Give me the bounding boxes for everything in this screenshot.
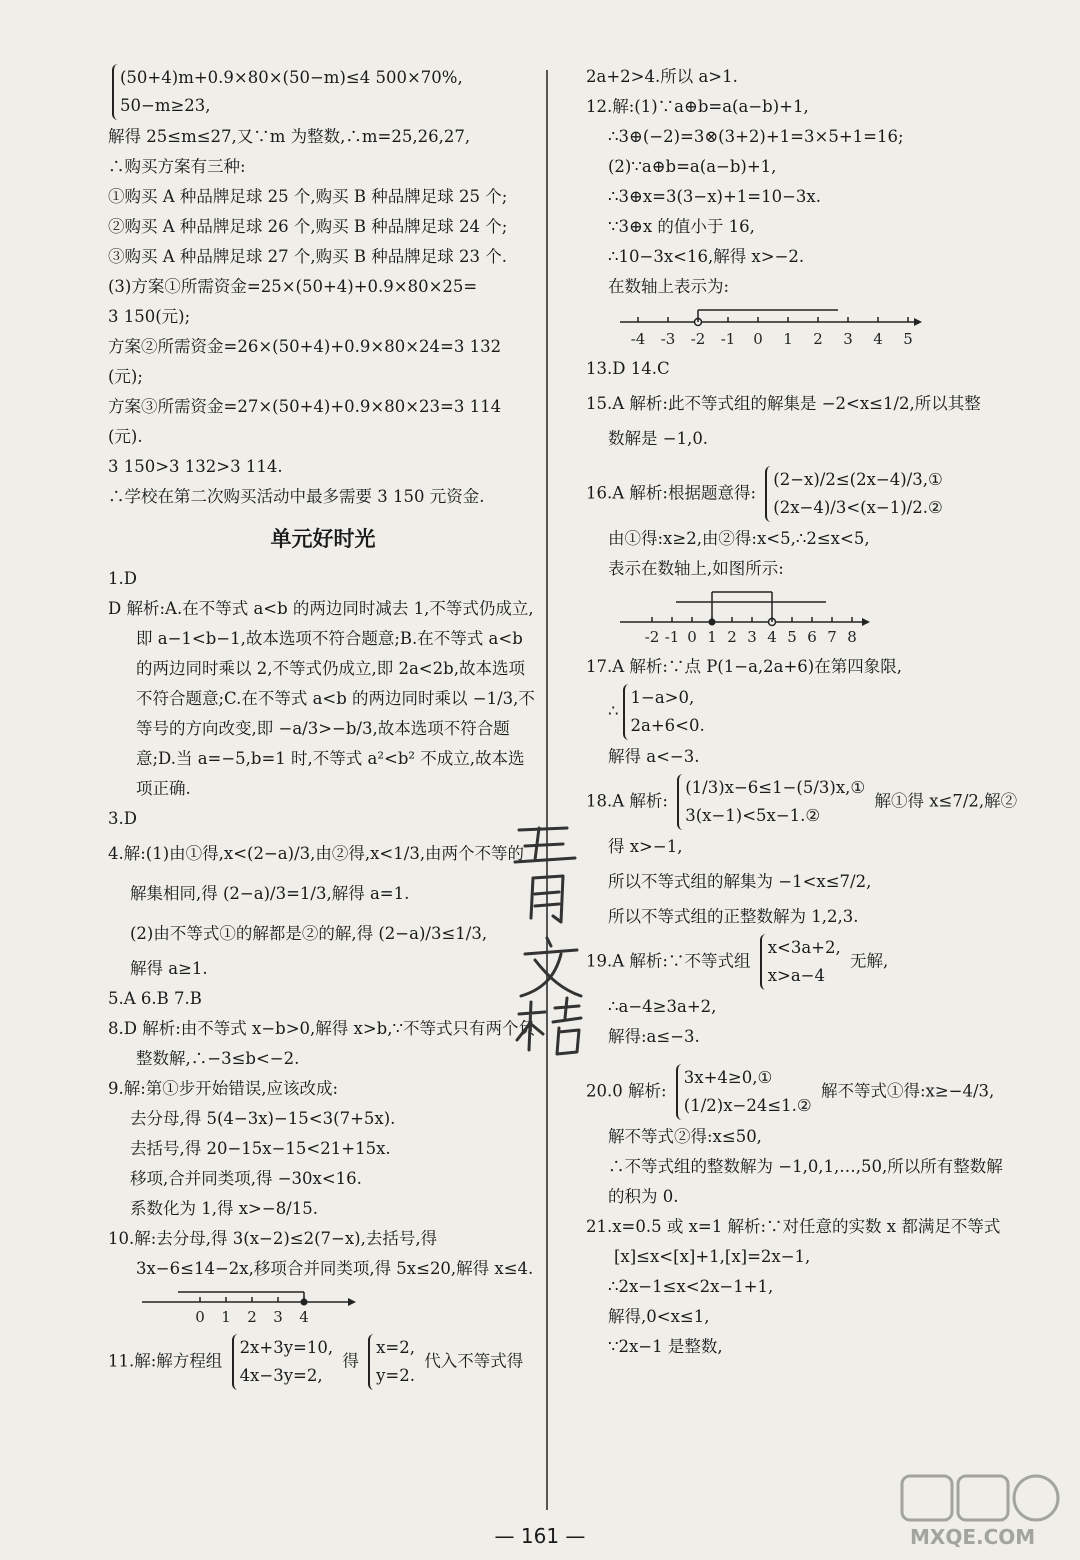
number-line-q10 — [138, 1288, 358, 1328]
tick-label: 0 — [753, 330, 763, 348]
answer-9-line-3: 去括号,得 20−15x−15<21+15x. — [130, 1139, 391, 1158]
tick-label: 4 — [767, 628, 777, 646]
answer-18-tail: 解①得 x≤7/2,解② — [874, 791, 1018, 811]
answer-17-system: ∴1−a>0, 2a+6<0. — [586, 682, 1016, 742]
tick-label: 0 — [687, 628, 697, 646]
answer-18-line-4: 所以不等式组的正整数解为 1,2,3. — [608, 907, 859, 926]
answer-9-line-5: 系数化为 1,得 x>−8/15. — [130, 1199, 318, 1218]
answer-20-system — [586, 1062, 1016, 1122]
tick-label: 0 — [195, 1308, 205, 1326]
tick-label: 6 — [807, 628, 817, 646]
answer-19-line-3: 解得:a≤−3. — [608, 1027, 700, 1046]
answer-17-line-2: 解得 a<−3. — [608, 747, 700, 766]
system-line-2: (2x−4)/3<(x−1)/2.② — [773, 498, 943, 517]
answer-9-line-1: 9.解:第①步开始错误,应该改成: — [108, 1079, 339, 1098]
answer-4-line-2: 解集相同,得 (2−a)/3=1/3,解得 a=1. — [130, 884, 410, 903]
answer-20-line-3: ∴不等式组的整数解为 −1,0,1,…,50,所以所有整数解的积为 0. — [608, 1157, 1003, 1206]
answer-16-system — [586, 464, 1016, 524]
answer-12-line-4: ∴3⊕x=3(3−x)+1=10−3x. — [608, 187, 821, 206]
answer-18-line-2: 得 x>−1, — [608, 837, 683, 856]
answer-21-line-4: ∵2x−1 是整数, — [608, 1337, 723, 1356]
number-line-q12 — [616, 306, 926, 350]
system-line-2: 50−m≥23, — [120, 96, 211, 115]
tick-label: -4 — [630, 330, 646, 348]
answer-1: 1.D — [108, 569, 137, 588]
answer-20-tail: 解不等式①得:x≥−4/3, — [820, 1081, 995, 1101]
system-line-2: x>a−4 — [767, 966, 826, 985]
tick-label: -2 — [690, 330, 706, 348]
result-line-2: y=2. — [376, 1366, 415, 1385]
answer-5-7: 5.A 6.B 7.B — [108, 989, 202, 1008]
text-line: ②购买 A 种品牌足球 26 个,购买 B 种品牌足球 24 个; — [108, 217, 508, 236]
system-line-1: x<3a+2, — [767, 938, 841, 957]
text-line: 2a+2>4.所以 a>1. — [586, 67, 738, 86]
answer-12-line-3: (2)∵a⊕b=a(a−b)+1, — [608, 157, 777, 176]
system-line-2: 4x−3y=2, — [239, 1366, 323, 1385]
answer-2-text: D 解析:A.在不等式 a<b 的两边同时减去 1,不等式仍成立,即 a−1<b−1,故本选项不符合题意;B.在不等式 a<b 的两边同时乘以 2,不等式仍成立,即 2a<2b,故本选项不符合题意;C.在不等式 a<b 的两边同时乘以 −1/3,不等号的方向改变,即 −a/3>−b/3,故本选项不符合题意;D.当 a=−5,b=1 时,不等式 a²<b² 不成立,故本选项正确. — [108, 599, 535, 798]
answer-15-line-1: 15.A 解析:此不等式组的解集是 −2<x≤1/2,所以其整 — [586, 394, 981, 413]
answer-13-14: 13.D 14.C — [586, 359, 670, 378]
text-line: ∴购买方案有三种: — [108, 157, 246, 176]
text-line: ∴学校在第二次购买活动中最多需要 3 150 元资金. — [108, 487, 485, 506]
answer-19-line-2: ∴a−4≥3a+2, — [608, 997, 717, 1016]
answer-18-line-3: 所以不等式组的解集为 −1<x≤7/2, — [608, 872, 872, 891]
answer-12-line-2: ∴3⊕(−2)=3⊗(3+2)+1=3×5+1=16; — [608, 127, 904, 146]
text-line: 3 150>3 132>3 114. — [108, 457, 283, 476]
tick-label: 4 — [299, 1308, 309, 1326]
answer-19-tail: 无解, — [850, 951, 889, 971]
text-line: ③购买 A 种品牌足球 27 个,购买 B 种品牌足球 23 个. — [108, 247, 507, 266]
system-line-1: 2x+3y=10, — [239, 1338, 334, 1357]
answer-10: 10.解:去分母,得 3(x−2)≤2(7−x),去括号,得 3x−6≤14−2x,移项合并同类项,得 5x≤20,解得 x≤4. — [108, 1229, 534, 1278]
number-line-q16 — [616, 588, 876, 648]
tick-label: 7 — [827, 628, 837, 646]
left-column — [108, 62, 538, 1392]
section-title: 单元好时光 — [270, 527, 376, 551]
answer-11-tail: 代入不等式得 — [424, 1351, 524, 1371]
page-number: — 161 — — [494, 1524, 586, 1548]
answer-19-intro: 19.A 解析:∵不等式组 — [586, 951, 751, 971]
tick-label: 3 — [273, 1308, 283, 1326]
answer-8: 8.D 解析:由不等式 x−b>0,解得 x>b,∵不等式只有两个负整数解,∴−3≤b<−2. — [108, 1019, 535, 1068]
column-divider — [546, 70, 548, 1510]
tick-label: 5 — [903, 330, 913, 348]
text-line: ①购买 A 种品牌足球 25 个,购买 B 种品牌足球 25 个; — [108, 187, 508, 206]
tick-label: 4 — [873, 330, 883, 348]
answer-12-line-1: 12.解:(1)∵a⊕b=a(a−b)+1, — [586, 97, 809, 116]
system-line-1: 3x+4≥0,① — [683, 1068, 773, 1087]
tick-label: 2 — [247, 1308, 257, 1326]
answer-12-line-6: ∴10−3x<16,解得 x>−2. — [608, 247, 805, 266]
answer-11-intro: 11.解:解方程组 — [108, 1351, 223, 1371]
text-line: (元). — [108, 427, 143, 446]
tick-label: 1 — [707, 628, 717, 646]
tick-label: -3 — [660, 330, 676, 348]
answer-9-line-2: 去分母,得 5(4−3x)−15<3(7+5x). — [130, 1109, 396, 1128]
text-line: (3)方案①所需资金=25×(50+4)+0.9×80×25= — [108, 277, 478, 296]
answer-16-line-3: 表示在数轴上,如图所示: — [608, 559, 784, 578]
tick-label: 1 — [783, 330, 793, 348]
text-line: 3 150(元); — [108, 307, 191, 326]
handwritten-annotation — [505, 818, 595, 1058]
svg-text:MXQE.COM: MXQE.COM — [910, 1525, 1036, 1549]
text-line: 方案②所需资金=26×(50+4)+0.9×80×24=3 132 — [108, 337, 502, 356]
answer-4-line-4: 解得 a≥1. — [130, 959, 208, 978]
answer-20-line-2: 解不等式②得:x≤50, — [608, 1127, 762, 1146]
tick-label: -1 — [720, 330, 736, 348]
answer-9-line-4: 移项,合并同类项,得 −30x<16. — [130, 1169, 362, 1188]
inequality-system-a — [108, 62, 538, 122]
answer-3: 3.D — [108, 809, 137, 828]
answer-21-line-3: 解得,0<x≤1, — [608, 1307, 710, 1326]
answer-16-intro: 16.A 解析:根据题意得: — [586, 483, 757, 503]
text-line: (元); — [108, 367, 143, 386]
answer-19-system — [586, 932, 1016, 992]
answer-12-line-5: ∵3⊕x 的值小于 16, — [608, 217, 755, 236]
answer-16-line-2: 由①得:x≥2,由②得:x<5,∴2≤x<5, — [608, 529, 870, 548]
tick-label: -1 — [664, 628, 680, 646]
tick-label: 1 — [221, 1308, 231, 1326]
text-line: 解得 25≤m≤27,又∵m 为整数,∴m=25,26,27, — [108, 127, 471, 146]
system-line-2: 3(x−1)<5x−1.② — [685, 806, 821, 825]
result-line-1: x=2, — [376, 1338, 415, 1357]
system-line-2: 2a+6<0. — [630, 716, 705, 735]
answer-17-line-1: 17.A 解析:∵点 P(1−a,2a+6)在第四象限, — [586, 657, 902, 676]
tick-label: 3 — [747, 628, 757, 646]
tick-label: 3 — [843, 330, 853, 348]
answer-20-intro: 20.0 解析: — [586, 1081, 667, 1101]
answer-18-intro: 18.A 解析: — [586, 791, 668, 811]
system-line-1: (50+4)m+0.9×80×(50−m)≤4 500×70%, — [120, 68, 463, 87]
tick-label: 8 — [847, 628, 857, 646]
system-line-1: (1/3)x−6≤1−(5/3)x,① — [685, 778, 866, 797]
tick-label: 5 — [787, 628, 797, 646]
system-line-2: (1/2)x−24≤1.② — [683, 1096, 812, 1115]
answer-12-line-7: 在数轴上表示为: — [608, 277, 730, 296]
answer-15-line-2: 数解是 −1,0. — [608, 429, 709, 448]
tick-label: 2 — [727, 628, 737, 646]
tick-label: -2 — [644, 628, 660, 646]
text-line: 方案③所需资金=27×(50+4)+0.9×80×23=3 114 — [108, 397, 502, 416]
answer-2 — [108, 594, 538, 804]
answer-4-line-3: (2)由不等式①的解都是②的解,得 (2−a)/3≤1/3, — [130, 924, 488, 943]
system-line-1: (2−x)/2≤(2x−4)/3,① — [773, 470, 943, 489]
answer-11 — [108, 1332, 538, 1392]
answer-21-line-1: 21.x=0.5 或 x=1 解析:∵对任意的实数 x 都满足不等式[x]≤x<[x]+1,[x]=2x−1, — [586, 1217, 1001, 1266]
answer-4-line-1: 4.解:(1)由①得,x<(2−a)/3,由②得,x<1/3,由两个不等的 — [108, 844, 525, 863]
system-line-1: 1−a>0, — [630, 688, 695, 707]
tick-label: 2 — [813, 330, 823, 348]
answer-21-line-2: ∴2x−1≤x<2x−1+1, — [608, 1277, 774, 1296]
answer-18-system — [586, 772, 1016, 832]
answer-11-connector: 得 — [342, 1351, 359, 1371]
right-column — [586, 62, 1016, 1362]
